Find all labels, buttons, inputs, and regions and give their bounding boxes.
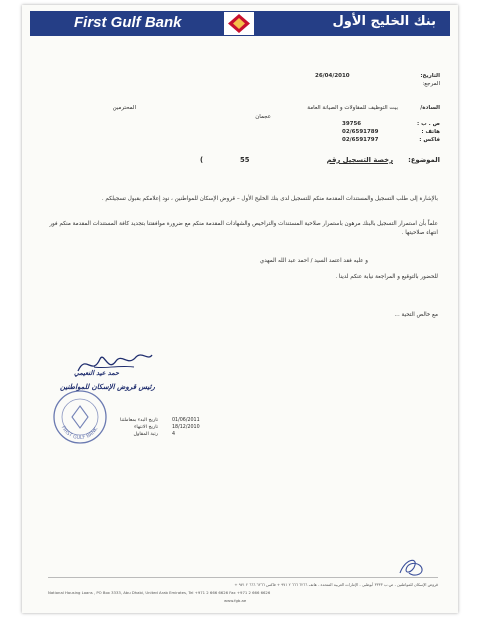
fax-value: 02/6591797 [342,137,379,143]
subject-paren: ( [200,156,204,164]
subject-label: الموضوع: [408,156,440,164]
recipient-city: عجمان [255,114,271,120]
svg-text:FIRST GULF BANK: FIRST GULF BANK [59,425,100,442]
fax-label: فاكس : [419,137,440,143]
issuance-end-value: 18/12/2010 [172,425,200,430]
recipient-honorific: السادة/ [420,105,440,111]
paraph-mark [397,555,425,579]
date-value: 26/04/2010 [315,73,350,79]
recipient-org: بيت التوظيف للمقاولات و الصيانة العامة [307,105,398,111]
letter-page [22,5,458,613]
bank-stamp [52,389,108,445]
recipient-note: المحترمين [112,105,136,111]
footer-divider [48,577,438,578]
issuance-end-label: تاريخ الانتهاء [134,425,158,430]
bank-header [30,11,450,36]
date-label: التاريخ: [420,73,440,79]
phone-label: هاتف : [421,129,440,135]
subject-text: رخصة التسجيل رقم [326,156,393,164]
signatory-name: حمد عيد النعيمي [74,369,119,377]
footer-line-en: National Housing Loans , PO Box 3333, Abu Dhabi, United Arab Emirates, Tel +971 2 666 6626 Fax +971 2 666 6626 [48,590,271,595]
body-paragraph-4: للحضور بالتوقيع و المراجعة نيابة عنكم لدينا . [335,274,438,280]
bank-name-en: First Gulf Bank [74,14,182,31]
phone-value: 02/6591789 [342,129,379,135]
body-paragraph-2: علماً بأن استمرار التسجيل بالبنك مرهون باستمرار صلاحية المستندات والتراخيص والشهادات المقدمة منكم مع ضرورة موافقتنا بتجديد كافة المستندات المقدمة منكم فور انتهاء صلاحيتها . [49,221,438,236]
bank-name-ar: بنك الخليج الأول [332,14,436,29]
subject-number: 55 [240,156,250,164]
ref-label: المرجع: [422,81,440,87]
issuance-grade-label: رتبة المقاول [133,432,158,437]
footer-line-ar: قروض الإسكان للمواطنين ، ص.ب ٣٣٣٣ أبوظبي - الإمارات العربية المتحدة - هاتف ٦٢٦٦ ٦٦٦ ٢ ٩٧١ + فاكس ٦٢٦٦ ٦٦٦ ٢ ٩٧١ + [234,582,438,587]
body-paragraph-1: بالإشارة إلى طلب التسجيل والمستندات المقدمة منكم للتسجيل لدى بنك الخليج الأول – قروض الإسكان للمواطنين ، نود إعلامكم بقبول تسجيلكم . [101,196,438,202]
body-paragraph-3: و عليه فقد اعتمد السيد / احمد عبد الله المهدي [259,258,368,264]
po-box-value: 39756 [342,121,362,127]
issuance-start-value: 01/06/2011 [172,418,200,423]
footer-website: www.fgb.ae [224,598,247,603]
issuance-grade-value: 4 [172,432,176,437]
issuance-start-label: تاريخ البدء بمعاملتنا [119,418,158,423]
po-box-label: ص . ب : [417,121,440,127]
signatory-title: رئيس قروض الإسكان للمواطنين [60,383,155,391]
diamond-logo-icon [224,12,254,35]
closing-line: مع خالص التحية ... [394,312,438,318]
